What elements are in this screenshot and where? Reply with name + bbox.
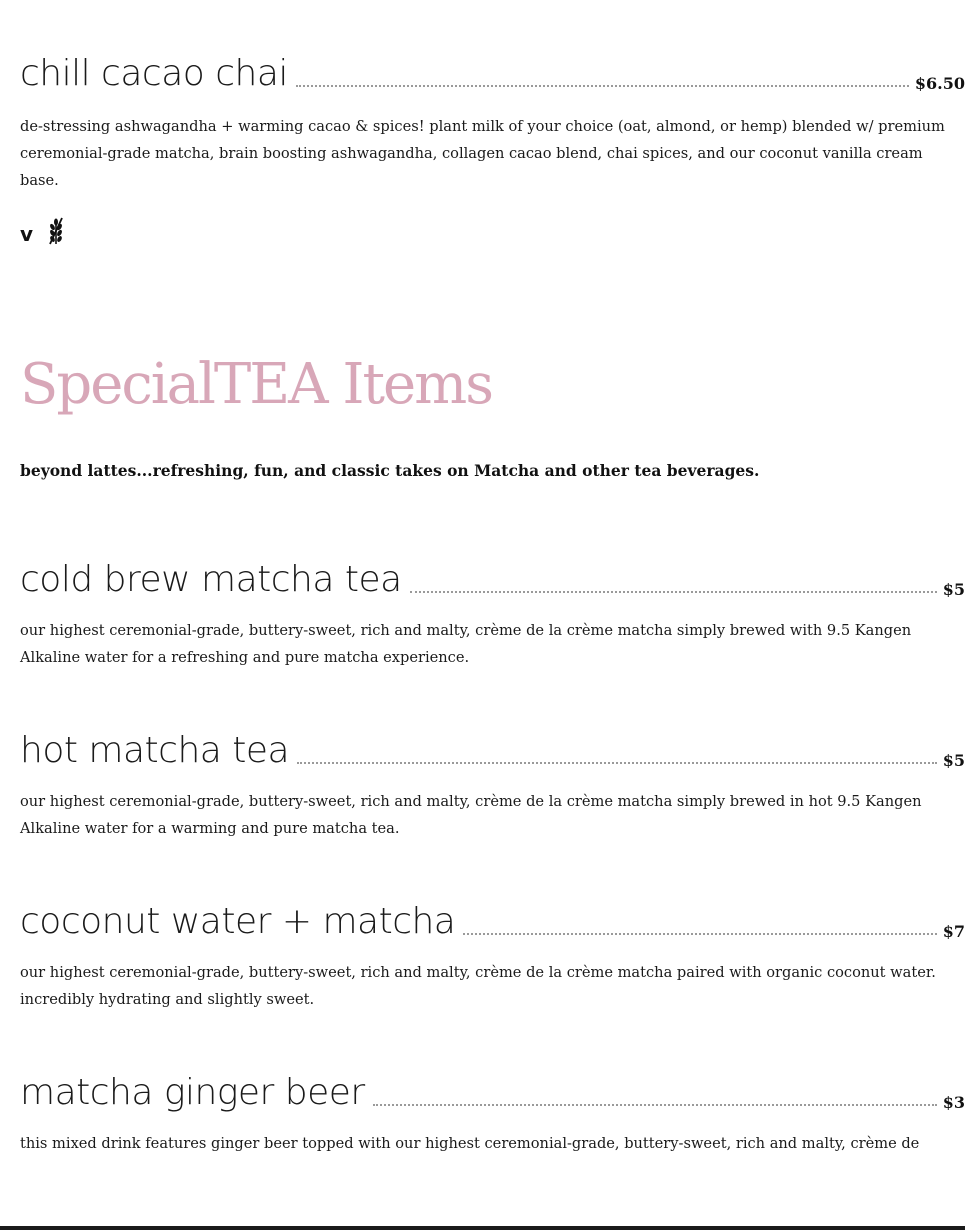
menu-item-price: $6.50 <box>914 74 965 93</box>
menu-item-price: $3 <box>942 1093 965 1112</box>
dotted-leader <box>373 1104 937 1106</box>
menu-item-description: our highest ceremonial-grade, buttery-sweet, rich and malty, crème de la crème matcha paired with organic coconut water. incredibly hydrating and slightly sweet. <box>20 964 936 1008</box>
menu-item-name: hot matcha tea <box>20 730 290 771</box>
menu-item-description: our highest ceremonial-grade, buttery-sweet, rich and malty, crème de la crème matcha simply brewed in hot 9.5 Kangen Alkaline water for a warming and pure matcha tea. <box>20 793 922 837</box>
menu-item-header <box>20 1072 965 1113</box>
gluten-free-wheat-icon <box>47 217 65 250</box>
dotted-leader <box>463 933 936 935</box>
menu-item-chill-cacao-chai <box>20 53 965 194</box>
menu-item-name: cold brew matcha tea <box>20 559 402 600</box>
dotted-leader <box>410 591 937 593</box>
dietary-icons <box>20 217 65 250</box>
section-title: SpecialTEA Items <box>20 352 492 417</box>
menu-item-price: $5 <box>942 580 965 599</box>
menu-item-matcha-ginger-beer <box>20 1072 965 1157</box>
dotted-leader <box>296 85 909 87</box>
dotted-leader <box>297 762 937 764</box>
menu-item-header <box>20 53 965 94</box>
menu-item-header <box>20 730 965 771</box>
menu-item-header <box>20 559 965 600</box>
menu-item-cold-brew-matcha-tea <box>20 559 965 671</box>
bottom-border <box>0 1226 965 1230</box>
vegan-v-mark: v <box>20 221 34 246</box>
section-subtitle: beyond lattes...refreshing, fun, and classic takes on Matcha and other tea beverages. <box>20 461 760 480</box>
menu-item-description: our highest ceremonial-grade, buttery-sweet, rich and malty, crème de la crème matcha simply brewed with 9.5 Kangen Alkaline water for a refreshing and pure matcha experience. <box>20 622 912 666</box>
menu-item-hot-matcha-tea <box>20 730 965 842</box>
menu-item-header <box>20 901 965 942</box>
menu-item-coconut-water-matcha <box>20 901 965 1013</box>
menu-item-price: $7 <box>942 922 965 941</box>
menu-item-description: this mixed drink features ginger beer topped with our highest ceremonial-grade, buttery-sweet, rich and malty, crème de <box>20 1135 920 1152</box>
menu-item-price: $5 <box>942 751 965 770</box>
menu-item-name: coconut water + matcha <box>20 901 456 942</box>
menu-item-description: de-stressing ashwagandha + warming cacao & spices! plant milk of your choice (oat, almond, or hemp) blended w/ premium ceremonial-grade matcha, brain boosting ashwagandha, collagen cacao blend, chai spices, and our coconut vanilla cream base. <box>20 118 945 189</box>
menu-item-name: matcha ginger beer <box>20 1072 365 1113</box>
menu-item-name: chill cacao chai <box>20 53 288 94</box>
